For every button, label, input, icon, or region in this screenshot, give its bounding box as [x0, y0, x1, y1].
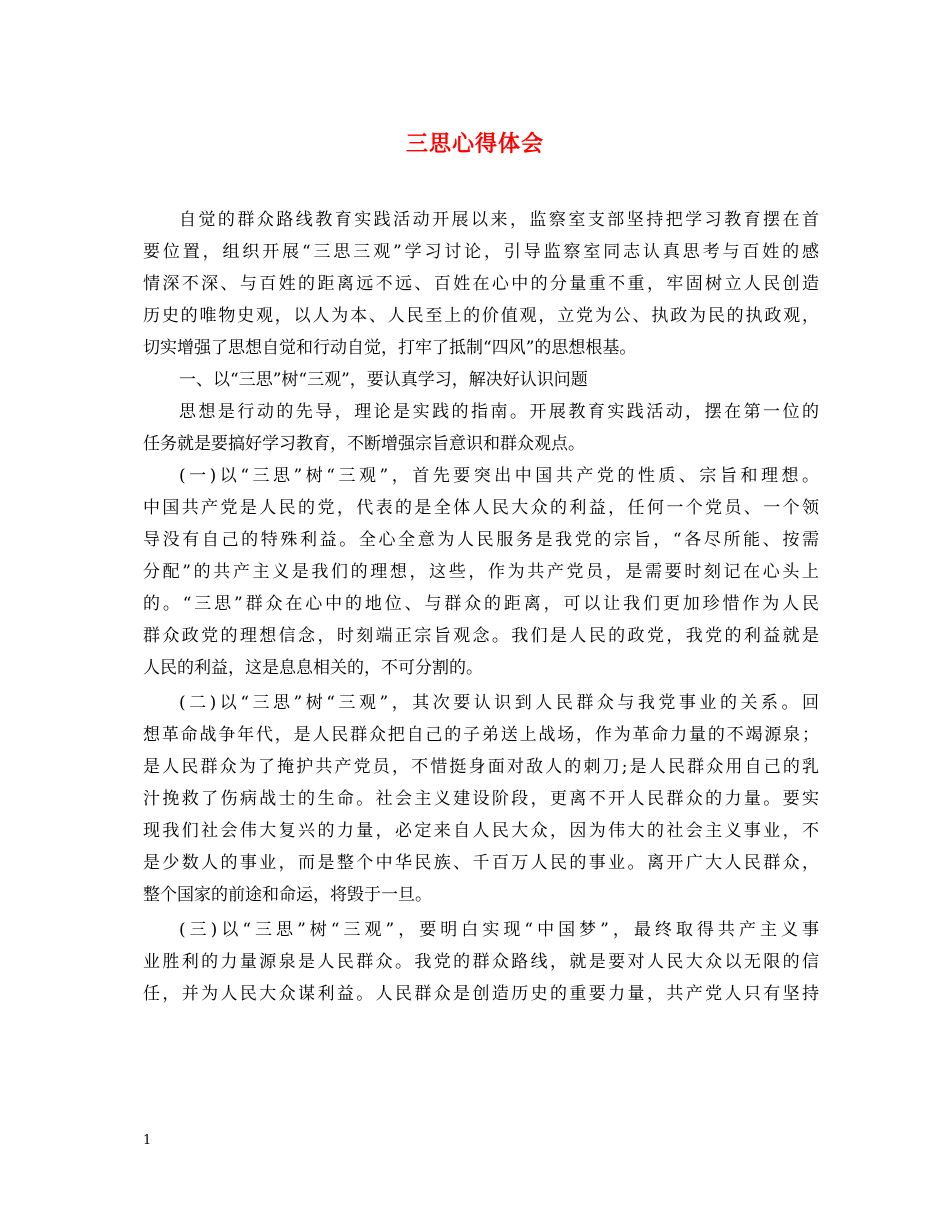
text-line: 分配”的共产主义是我们的理想，这些，作为共产党员，是需要时刻记在心头上 — [143, 562, 819, 582]
text-line: 是人民群众为了掩护共产党员，不惜挺身面对敌人的刺刀;是人民群众用自己的乳 — [143, 757, 819, 777]
text-line: 的。“三思”群众在心中的地位、与群众的距离，可以让我们更加珍惜作为人民 — [143, 594, 819, 614]
text-line: 要位置，组织开展“三思三观”学习讨论，引导监察室同志认真思考与百姓的感 — [143, 242, 819, 262]
text-line: 业胜利的力量源泉是人民群众。我党的群众路线，就是要对人民大众以无限的信 — [143, 952, 819, 972]
text-line: 切实增强了思想自觉和行动自觉，打牢了抵制“四风”的思想根基。 — [143, 338, 637, 358]
text-line: 中国共产党是人民的党，代表的是全体人民大众的利益，任何一个党员、一个领 — [143, 498, 819, 518]
section-heading: 一、以“三思”树“三观”，要认真学习，解决好认识问题 — [179, 370, 588, 390]
text-line: 导没有自己的特殊利益。全心全意为人民服务是我党的宗旨，“各尽所能、按需 — [143, 530, 819, 550]
text-line: (三)以“三思”树“三观”，要明白实现“中国梦”，最终取得共产主义事 — [179, 920, 819, 940]
document-title: 三思心得体会 — [405, 131, 544, 157]
text-line: (二)以“三思”树“三观”，其次要认识到人民群众与我党事业的关系。回 — [179, 693, 819, 713]
text-line: 群众政党的理想信念，时刻端正宗旨观念。我们是人民的政党，我党的利益就是 — [143, 626, 819, 646]
text-line: 历史的唯物史观，以人为本、人民至上的价值观，立党为公、执政为民的执政观， — [143, 306, 819, 326]
text-line: 是少数人的事业，而是整个中华民族、千百万人民的事业。离开广大人民群众， — [143, 853, 819, 873]
page-number: 1 — [143, 1133, 152, 1148]
text-line: 自觉的群众路线教育实践活动开展以来，监察室支部坚持把学习教育摆在首 — [179, 210, 819, 230]
document-body — [143, 204, 819, 1010]
text-line: 任务就是要搞好学习教育，不断增强宗旨意识和群众观点。 — [143, 434, 585, 454]
text-line: 汁挽救了伤病战士的生命。社会主义建设阶段，更离不开人民群众的力量。要实 — [143, 789, 819, 809]
text-line: 整个国家的前途和命运，将毁于一旦。 — [143, 885, 432, 905]
text-line: 情深不深、与百姓的距离远不远、百姓在心中的分量重不重，牢固树立人民创造 — [143, 274, 819, 294]
text-line: 想革命战争年代，是人民群众把自己的子弟送上战场，作为革命力量的不竭源泉； — [143, 725, 819, 745]
text-line: 现我们社会伟大复兴的力量，必定来自人民大众，因为伟大的社会主义事业，不 — [143, 821, 819, 841]
text-line: 人民的利益，这是息息相关的，不可分割的。 — [143, 658, 483, 678]
text-line: (一)以“三思”树“三观”，首先要突出中国共产党的性质、宗旨和理想。 — [179, 466, 819, 486]
text-line: 任，并为人民大众谋利益。人民群众是创造历史的重要力量，共产党人只有坚持 — [143, 984, 819, 1004]
text-line: 思想是行动的先导，理论是实践的指南。开展教育实践活动，摆在第一位的 — [179, 402, 819, 422]
